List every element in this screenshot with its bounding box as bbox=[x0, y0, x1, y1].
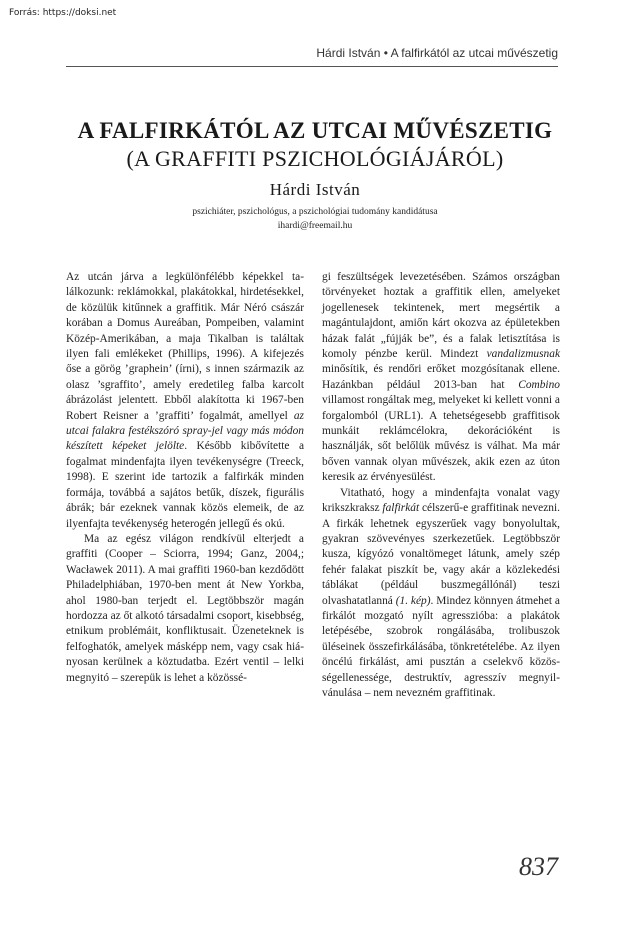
text-run: Vitatható, hogy a mindenfajta vonalat vagy krikszkraksz bbox=[322, 486, 560, 515]
emphasis-text: falfirkát bbox=[382, 502, 420, 515]
text-run: . Mindez könnyen átmehet a firkálót mozgató nyílt agresszióba: a plakátok letépésébe, szobrok rongálásába, trolibuszok üléseinek összefirkálásába, tönkretételébe. Az ilyen öncélú firkálást, ami pusztán a cselekvő közösségellenessége, destruktív, agresszív megnyilvánulása – nem nevezném graffitinak. bbox=[322, 594, 560, 699]
article-subtitle: (A GRAFFITI PSZICHOLÓGIÁJÁRÓL) bbox=[126, 146, 504, 171]
author-affiliation: pszichiáter, pszichológus, a pszichológiai tudomány kandidátusa bbox=[192, 207, 438, 217]
emphasis-text: az utcai falakra festékszóró spray-jel vagy más módon készített képeket jelölte bbox=[66, 409, 304, 453]
emphasis-text: Combino bbox=[518, 378, 560, 391]
text-run: . Később kibővítette a fogalmat mindenfajta ilyen tevékenységre (Treeck, 1998). E szerint ide tartozik a falfirkák minden formája, továbbá a sajátos betűk, díszek, figurális ábrák; bár ezeknek vannak közös elemeik, de az ilyenfajta tevékenység heterogén jellegű és okú. bbox=[66, 440, 305, 530]
page-number: 837 bbox=[519, 852, 558, 881]
text-run: Az utcán járva a legkülönfélébb képekkel találkozunk: reklámokkal, plakátokkal, hirdetésekkel, de közülük kitűnnek a graffitik. Már Néró császár korában a Domus Aureában, Pompeiben, valamint Közép-Amerikában, a maja Tikalban is találtak ilyen fali emlékeket (Phillips, 1996). A kifejezés őse a görög ’graphein’ (írni), s innen származik az olasz ’sgraffito’, amely eredetileg falba karcolt ábrázolást jelentett. Ebből alakította ki 1967-ben Robert Reisner a ’graffiti’ fogalmát, amellyel bbox=[66, 271, 304, 422]
figure-reference: (1. kép) bbox=[395, 594, 431, 607]
author-name: Hárdi István bbox=[269, 180, 361, 199]
paragraph bbox=[322, 486, 560, 702]
article-title: A FALFIRKÁTÓL AZ UTCAI MŰVÉSZETIG bbox=[77, 118, 553, 143]
running-header: Hárdi István • A falfirkától az utcai művészetig bbox=[316, 46, 558, 60]
text-run: gi feszültségek levezetésében. Számos országban törvényeket hoztak a graffitik ellen, amelyeket jogellenesek tekintenek, mert megsértik a magántulajdont, amiőn kárt okozva az épületekben házak falát „fújják be”, és a falak letisztítása is komoly pénzbe kerül. Mindezt bbox=[322, 271, 560, 361]
paragraph: Ma az egész világon rendkívül elterjedt a graffiti (Cooper – Sciorra, 1994; Ganz, 2004,; Wacławek 2011). A mai graffiti 1960-ban kezdődött Philadelphiában, 1970-ben ment át New Yorkba, ahol 1980-ban terjedt el. Legtöbbször magán hordozza az őt alkotó társadalmi csoport, kisebbség, etnikum problémáit, konfliktusait. Üzeneteknek is felfoghatók, amelyek másképp nem, vagy csak hiányosan kerülnek a köztudatba. Ezért ventil – lelki megnyitó – szerepük is lehet a közössé- bbox=[66, 532, 304, 684]
author-email: ihardi@freemail.hu bbox=[277, 221, 353, 231]
text-run: minősítik, és rendőri erőket mozgósítanak ellene. Hazánkban például 2013-ban hat bbox=[322, 363, 560, 391]
paragraph bbox=[66, 270, 304, 532]
text-run: célszerű-e graffitinak nevezni. A firkák lehetnek egyszerűek vagy bonyolultak, gyakran szövevényes szerkezetűek. Legtöbbször kusza, kígyózó vonaltömeget látunk, amely szép fehér falakat piszkít be, vagy akár a közlekedési táblákat (például buszmegállónál) teszi olvashatatlanná bbox=[322, 502, 560, 607]
paragraph bbox=[322, 270, 560, 486]
right-column bbox=[322, 270, 560, 701]
left-column bbox=[66, 270, 304, 686]
header-divider bbox=[66, 66, 558, 67]
text-run: villamost rongáltak meg, melyeket ki kellett vonni a forgalomból (URL1). A tehetségesebb graffitisok munkáit reklámcélokra, dekorációként is használják, sőt belőlük művész is válhat. Ma már bőven vannak olyan művészek, akik ezen az úton keresik az érvényesülést. bbox=[322, 394, 560, 484]
source-label: Forrás: https://doksi.net bbox=[9, 8, 117, 18]
emphasis-text: vandalizmusnak bbox=[486, 348, 560, 361]
